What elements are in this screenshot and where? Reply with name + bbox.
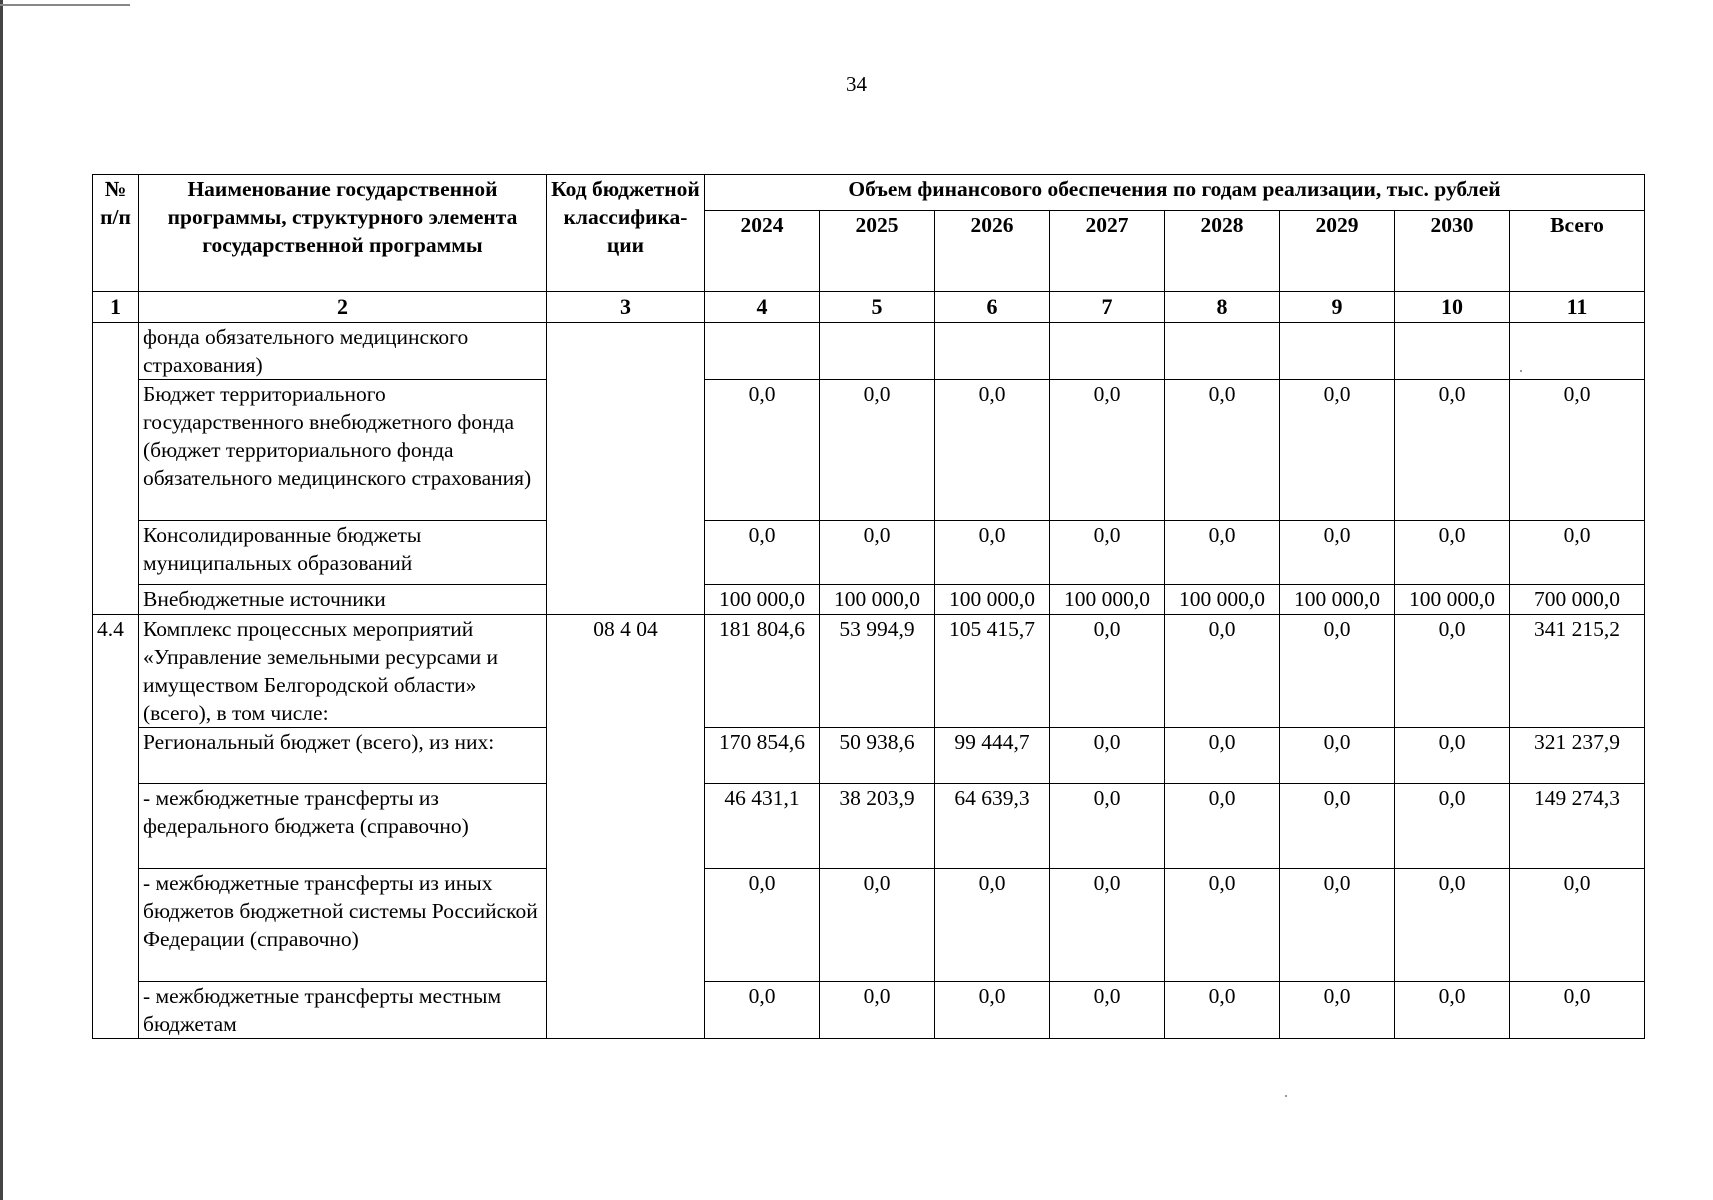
row-code-cell [547,323,705,615]
header-year: 2025 [820,211,935,292]
value-cell: 181 804,6 [705,615,820,728]
value-cell: 0,0 [705,521,820,585]
header-year: 2027 [1050,211,1165,292]
value-cell: 0,0 [1050,521,1165,585]
value-cell: 0,0 [1395,982,1510,1039]
row-name: - межбюджетные трансферты из федерального бюджета (справочно) [139,784,547,869]
value-cell: 321 237,9 [1510,728,1645,784]
header-col-num: № п/п [93,175,139,292]
row-name: Бюджет территориального государственного внебюджетного фонда (бюджет территориального фонда обязательного медицинского страхования) [139,380,547,521]
value-cell: 0,0 [705,869,820,982]
header-year-total: Всего [1510,211,1645,292]
value-cell: 0,0 [1510,521,1645,585]
value-cell: 0,0 [820,982,935,1039]
value-cell: 100 000,0 [1050,585,1165,615]
value-cell: 0,0 [820,380,935,521]
value-cell [820,323,935,380]
page-number: 34 [846,72,867,96]
value-cell: 53 994,9 [820,615,935,728]
value-cell: 100 000,0 [820,585,935,615]
value-cell: 0,0 [1395,869,1510,982]
value-cell: 0,0 [705,380,820,521]
header-col-name: Наименование государственной программы, структурного элемента государственной программы [139,175,547,292]
row-number: 4.4 [93,615,139,1039]
value-cell: 0,0 [1165,728,1280,784]
value-cell: 0,0 [1280,728,1395,784]
column-numbers-row [93,292,1645,323]
table-row [93,615,1645,728]
value-cell: 0,0 [1280,380,1395,521]
value-cell [935,323,1050,380]
value-cell [705,323,820,380]
value-cell: 0,0 [1395,380,1510,521]
table-row [93,728,1645,784]
row-name: фонда обязательного медицинского страхования) [139,323,547,380]
value-cell: 38 203,9 [820,784,935,869]
value-cell: 700 000,0 [1510,585,1645,615]
scan-edge-top [0,4,130,6]
value-cell: 0,0 [1165,982,1280,1039]
row-name: Внебюджетные источники [139,585,547,615]
value-cell: 0,0 [1280,982,1395,1039]
value-cell: 0,0 [1165,784,1280,869]
value-cell: 0,0 [1050,380,1165,521]
value-cell [1280,323,1395,380]
value-cell: 100 000,0 [1395,585,1510,615]
header-col-group: Объем финансового обеспечения по годам реализации, тыс. рублей [705,175,1645,211]
value-cell: 0,0 [1050,784,1165,869]
value-cell [1395,323,1510,380]
scan-speck [1285,1095,1287,1097]
value-cell: 0,0 [820,521,935,585]
value-cell: 0,0 [1050,982,1165,1039]
column-number: 11 [1510,292,1645,323]
value-cell: 0,0 [1395,784,1510,869]
value-cell: 0,0 [935,380,1050,521]
value-cell: 100 000,0 [705,585,820,615]
column-number: 5 [820,292,935,323]
value-cell: 0,0 [935,521,1050,585]
row-name: - межбюджетные трансферты местным бюджетам [139,982,547,1039]
header-row [93,175,1645,211]
header-year: 2024 [705,211,820,292]
value-cell [1050,323,1165,380]
row-name: Комплекс процессных мероприятий «Управление земельными ресурсами и имуществом Белгородской области» (всего), в том числе: [139,615,547,728]
value-cell: 0,0 [1165,521,1280,585]
header-year: 2026 [935,211,1050,292]
header-year: 2028 [1165,211,1280,292]
header-year: 2030 [1395,211,1510,292]
table-row [93,380,1645,521]
value-cell: 0,0 [1510,380,1645,521]
column-number: 1 [93,292,139,323]
value-cell: 0,0 [1050,728,1165,784]
table-header [93,175,1645,323]
value-cell: 341 215,2 [1510,615,1645,728]
table-row [93,521,1645,585]
column-number: 9 [1280,292,1395,323]
value-cell: 0,0 [1395,521,1510,585]
column-number: 4 [705,292,820,323]
value-cell: 0,0 [1510,869,1645,982]
row-name: Консолидированные бюджеты муниципальных образований [139,521,547,585]
value-cell: 0,0 [1280,869,1395,982]
value-cell: 64 639,3 [935,784,1050,869]
table-body [93,323,1645,1039]
value-cell: 0,0 [820,869,935,982]
value-cell: 0,0 [1280,521,1395,585]
value-cell: 0,0 [935,982,1050,1039]
column-number: 6 [935,292,1050,323]
value-cell: 46 431,1 [705,784,820,869]
column-number: 2 [139,292,547,323]
column-number: 3 [547,292,705,323]
budget-table [92,174,1645,1039]
value-cell: 0,0 [1280,784,1395,869]
table-row [93,784,1645,869]
value-cell: 0,0 [1510,982,1645,1039]
value-cell: 99 444,7 [935,728,1050,784]
value-cell: 170 854,6 [705,728,820,784]
table-row [93,585,1645,615]
row-code: 08 4 04 [547,615,705,1039]
header-year: 2029 [1280,211,1395,292]
column-number: 10 [1395,292,1510,323]
value-cell: 0,0 [1050,869,1165,982]
table-row [93,323,1645,380]
value-cell: 0,0 [1165,615,1280,728]
scan-speck [1520,370,1522,372]
value-cell: 50 938,6 [820,728,935,784]
value-cell: 105 415,7 [935,615,1050,728]
value-cell: 0,0 [705,982,820,1039]
value-cell: 149 274,3 [1510,784,1645,869]
table-row [93,869,1645,982]
value-cell: 0,0 [1165,869,1280,982]
value-cell: 100 000,0 [1165,585,1280,615]
row-name: Региональный бюджет (всего), из них: [139,728,547,784]
column-number: 8 [1165,292,1280,323]
value-cell [1510,323,1645,380]
header-col-code: Код бюджетной классифика-ции [547,175,705,292]
value-cell: 100 000,0 [1280,585,1395,615]
row-name: - межбюджетные трансферты из иных бюджетов бюджетной системы Российской Федерации (справочно) [139,869,547,982]
value-cell: 0,0 [1395,728,1510,784]
value-cell: 100 000,0 [935,585,1050,615]
scan-edge [0,0,3,1200]
row-number-cell [93,323,139,615]
value-cell: 0,0 [1280,615,1395,728]
value-cell: 0,0 [1165,380,1280,521]
value-cell: 0,0 [1050,615,1165,728]
value-cell: 0,0 [935,869,1050,982]
table-row [93,982,1645,1039]
value-cell: 0,0 [1395,615,1510,728]
column-number: 7 [1050,292,1165,323]
value-cell [1165,323,1280,380]
